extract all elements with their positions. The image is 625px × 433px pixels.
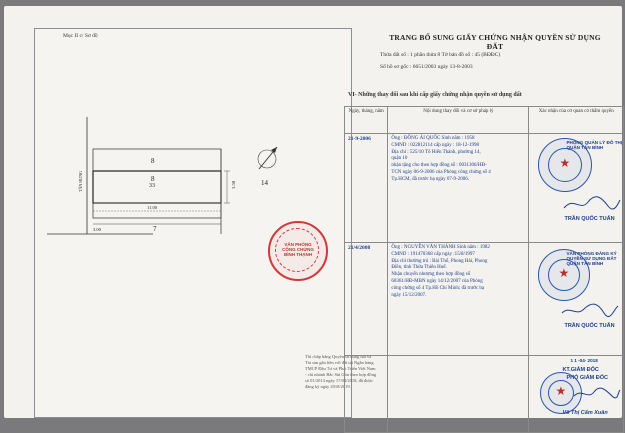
content-line: Địa chỉ thường trú : Bài Thổ, Phong Hải, Phong: [391, 258, 488, 264]
row-date: [345, 356, 388, 433]
deputy-title-line2: PHÓ GIÁM ĐỐC: [566, 375, 609, 381]
content-line: ngày 15/12/2007.: [391, 292, 427, 298]
signature: [572, 386, 622, 402]
dimension-bottom: 11.00: [147, 205, 157, 210]
seal-caption: VĂN PHÒNG ĐĂNG KÝ QUYỀN SỬ DỤNG ĐẤT QUẬN TÂN BÌNH: [566, 251, 617, 266]
content-line: CMND : 022812114 cấp ngày : 18-12-1998: [391, 142, 479, 148]
north-arrow-icon: [258, 147, 277, 169]
row-date: 21-9-2006: [345, 134, 388, 243]
plot-main-outline: [93, 171, 221, 203]
header-confirmation: Xác nhận của cơ quan có thẩm quyền: [529, 107, 624, 134]
notary-stamp-text: VĂN PHÒNG CÔNG CHỨNG BÌNH THẠNH: [282, 242, 314, 257]
row-confirmation: [529, 243, 624, 356]
content-line: Ông : NGUYỄN VĂN THÀNH Sinh năm : 1982: [391, 245, 490, 250]
dimension-left: 3.00: [93, 227, 101, 232]
content-line: công chứng số 4 Tp.Hồ Chí Minh; đã trước bạ: [391, 285, 485, 291]
road-label: TÂN HƯNG: [78, 171, 83, 192]
header-content: Nội dung thay đổi và cơ sở pháp lý: [388, 107, 529, 134]
header-date: Ngày, tháng, năm: [345, 107, 388, 134]
supplement-page: [344, 28, 625, 416]
content-line: Địa chỉ : 525/10 Tô Hiến Thành, phường 14,: [391, 149, 481, 155]
content-line: Điền, tỉnh Thừa Thiên Huế.: [391, 265, 447, 271]
star-icon: ★: [558, 266, 570, 280]
plot-info: Thửa đất số : 1 phần thửa 8 Tờ bản đồ số : 45 (BĐĐC): [380, 52, 501, 58]
content-line: quận 10: [391, 156, 408, 162]
plot-label-lower: 7: [153, 225, 157, 233]
star-icon: ★: [555, 384, 567, 398]
document-paper: [4, 6, 622, 418]
content-line: nhận tặng cho theo hợp đồng số : 0031306/HĐ-: [391, 163, 487, 169]
deputy-signer-name: Võ Thị Cẩm Xuân: [562, 410, 608, 416]
row-confirmation: [529, 134, 624, 243]
content-line: 60361/HĐ-MBN ngày 14/12/2007 của Phòng: [391, 278, 483, 284]
mortgage-note: Thì chấp bằng Quyền sử dụng đất và Tài sản gắn liền với đất tại Ngân hàng TMCP Đầu Tư và Phát Triển Việt Nam - chi nhánh Bắc Sài Gòn theo hợp đồng số 01/2014 ngày 17/04/2018, đã được đăng ký ngày 2018/2019.: [305, 354, 377, 389]
star-icon: ★: [559, 156, 571, 170]
changes-table: [344, 106, 624, 433]
table-row: [345, 134, 624, 243]
notary-stamp: [268, 221, 328, 281]
record-info: Số hồ sơ gốc : 6651/2003 ngày 13-8-2003: [380, 64, 473, 70]
page-title: TRANG BỔ SUNG GIẤY CHỨNG NHẬN QUYỀN SỬ DỤNG ĐẤT: [389, 33, 601, 51]
row-confirmation: [529, 356, 624, 433]
signer-name: TRẦN QUỐC TUẤN: [564, 216, 615, 222]
signature: [560, 301, 620, 321]
content-line: CMND : 191470368 cấp ngày :15/8/1997: [391, 251, 475, 257]
section-heading: VI- Những thay đổi sau khi cấp giấy chứng nhận quyền sử dụng đất: [348, 92, 522, 98]
row-content: [388, 356, 529, 433]
row-content: [388, 134, 529, 243]
plot-label-right: 14: [261, 179, 268, 187]
seal-caption: PHÒNG QUẢN LÝ ĐÔ THỊ QUẬN TÂN BÌNH: [566, 140, 623, 150]
table-row: [345, 356, 624, 433]
table-header-row: [345, 107, 624, 134]
row-date: 21/4/2008: [345, 243, 388, 356]
deputy-title-line1: KT.GIÁM ĐỐC: [562, 367, 599, 373]
content-line: TCN ngày 06-9-2006 của Phòng công chứng số 4: [391, 169, 491, 175]
signature: [562, 194, 622, 214]
plot-label-main-sub: 33: [149, 183, 155, 189]
content-line: Nhận chuyển nhượng theo hợp đồng số: [391, 272, 471, 278]
plot-label-top: 8: [151, 157, 155, 165]
row-content: [388, 243, 529, 356]
table-row: [345, 243, 624, 356]
signer-name: TRẦN QUỐC TUẤN: [564, 323, 615, 329]
confirmation-date: 1 1 -04- 2018: [570, 358, 598, 363]
content-line: Tp.HCM, đã trước bạ ngày 07-9-2006.: [391, 176, 469, 182]
section-label: Mục II c/ Sơ đồ: [63, 33, 98, 39]
plot-top-outline: [93, 149, 221, 171]
dimension-right: 3.50: [231, 181, 236, 189]
content-line: Ông : ĐỒNG ÁI QUỐC Sinh năm : 1958: [391, 136, 475, 141]
plot-label-main: 8: [151, 175, 155, 183]
